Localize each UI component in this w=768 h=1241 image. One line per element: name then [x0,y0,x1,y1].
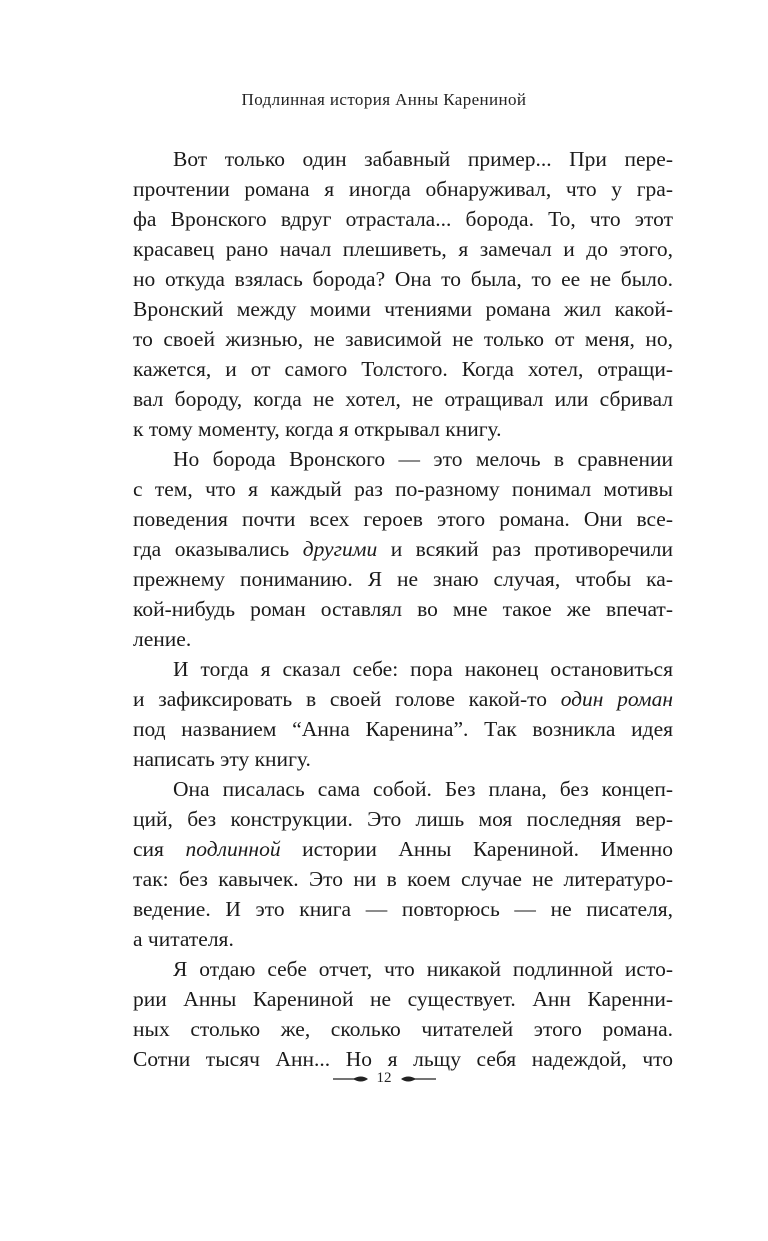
text-segment: так: без кавычек. Это ни в коем случае не литературо- [133,867,673,891]
text-segment: и зафиксировать в своей голове какой-то [133,687,561,711]
text-line [133,294,673,324]
text-segment: Я отдаю себе отчет, что никакой подлинной исто- [173,957,673,981]
text-line [133,774,673,804]
text-segment: Вот только один забавный пример... При пере- [173,147,673,171]
text-line [133,834,673,864]
text-line [133,684,673,714]
text-line [133,714,673,744]
text-line [133,384,673,414]
text-segment: Вронский между моими чтениями романа жил какой- [133,297,673,321]
left-ornament-icon [333,1074,369,1084]
text-segment: ление. [133,627,192,651]
text-line [133,894,673,924]
text-line [133,654,673,684]
text-segment: фа Вронского вдруг отрастала... борода. То, что этот [133,207,673,231]
italic-text: подлинной [185,837,281,861]
text-line [133,564,673,594]
running-head: Подлинная история Анны Карениной [241,90,527,109]
text-segment: и всякий раз противоречили [377,537,674,561]
text-line [133,204,673,234]
text-line [133,534,673,564]
text-segment: красавец рано начал плешиветь, я замечал и до этого, [133,237,673,261]
text-segment: Но борода Вронского — это мелочь в сравнении [173,447,673,471]
text-segment: прежнему пониманию. Я не знаю случая, чтобы ка- [133,567,673,591]
text-line [133,954,673,984]
text-segment: а читателя. [133,927,234,951]
text-segment: гда оказывались [133,537,303,561]
text-line [133,1014,673,1044]
text-segment: кажется, и от самого Толстого. Когда хотел, отращи- [133,357,673,381]
text-line [133,594,673,624]
text-segment: но откуда взялась борода? Она то была, то ее не было. [133,267,673,291]
text-line [133,924,673,954]
text-segment: кой-нибудь роман оставлял во мне такое же впечат- [133,597,673,621]
text-segment: рии Анны Карениной не существует. Анн Каренни- [133,987,673,1011]
text-segment: под названием “Анна Каренина”. Так возникла идея [133,717,673,741]
text-segment: к тому моменту, когда я открывал книгу. [133,417,502,441]
body-text [133,144,673,1074]
text-segment: прочтении романа я иногда обнаруживал, что у гра- [133,177,673,201]
text-segment: Она писалась сама собой. Без плана, без концеп- [173,777,673,801]
italic-text: другими [302,537,378,561]
text-segment: сия [133,837,186,861]
text-line [133,444,673,474]
italic-text: один роман [560,687,674,711]
page-number: 12 [376,1070,392,1086]
text-line [133,864,673,894]
text-segment: истории Анны Карениной. Именно [280,837,673,861]
text-line [133,264,673,294]
text-segment: поведения почти всех героев этого романа. Они все- [133,507,673,531]
text-segment: вал бороду, когда не хотел, не отращивал или сбривал [133,387,673,411]
text-line [133,144,673,174]
text-line [133,174,673,204]
text-line [133,504,673,534]
text-line [133,744,673,774]
text-segment: И тогда я сказал себе: пора наконец остановиться [173,657,673,681]
page-folio [0,1070,768,1087]
text-segment: ных столько же, сколько читателей этого романа. [133,1017,673,1041]
text-segment: то своей жизнью, не зависимой не только от меня, но, [133,327,673,351]
text-line [133,984,673,1014]
text-line [133,804,673,834]
text-line [133,414,673,444]
text-segment: Сотни тысяч Анн... Но я льщу себя надеждой, что [133,1047,673,1071]
right-ornament-icon [400,1074,436,1084]
text-segment: ций, без конструкции. Это лишь моя последняя вер- [133,807,673,831]
text-line [133,474,673,504]
text-line [133,324,673,354]
text-line [133,354,673,384]
text-segment: написать эту книгу. [133,747,311,771]
text-segment: с тем, что я каждый раз по-разному понимал мотивы [133,477,673,501]
text-line [133,624,673,654]
text-line [133,234,673,264]
text-segment: ведение. И это книга — повторюсь — не писателя, [133,897,673,921]
